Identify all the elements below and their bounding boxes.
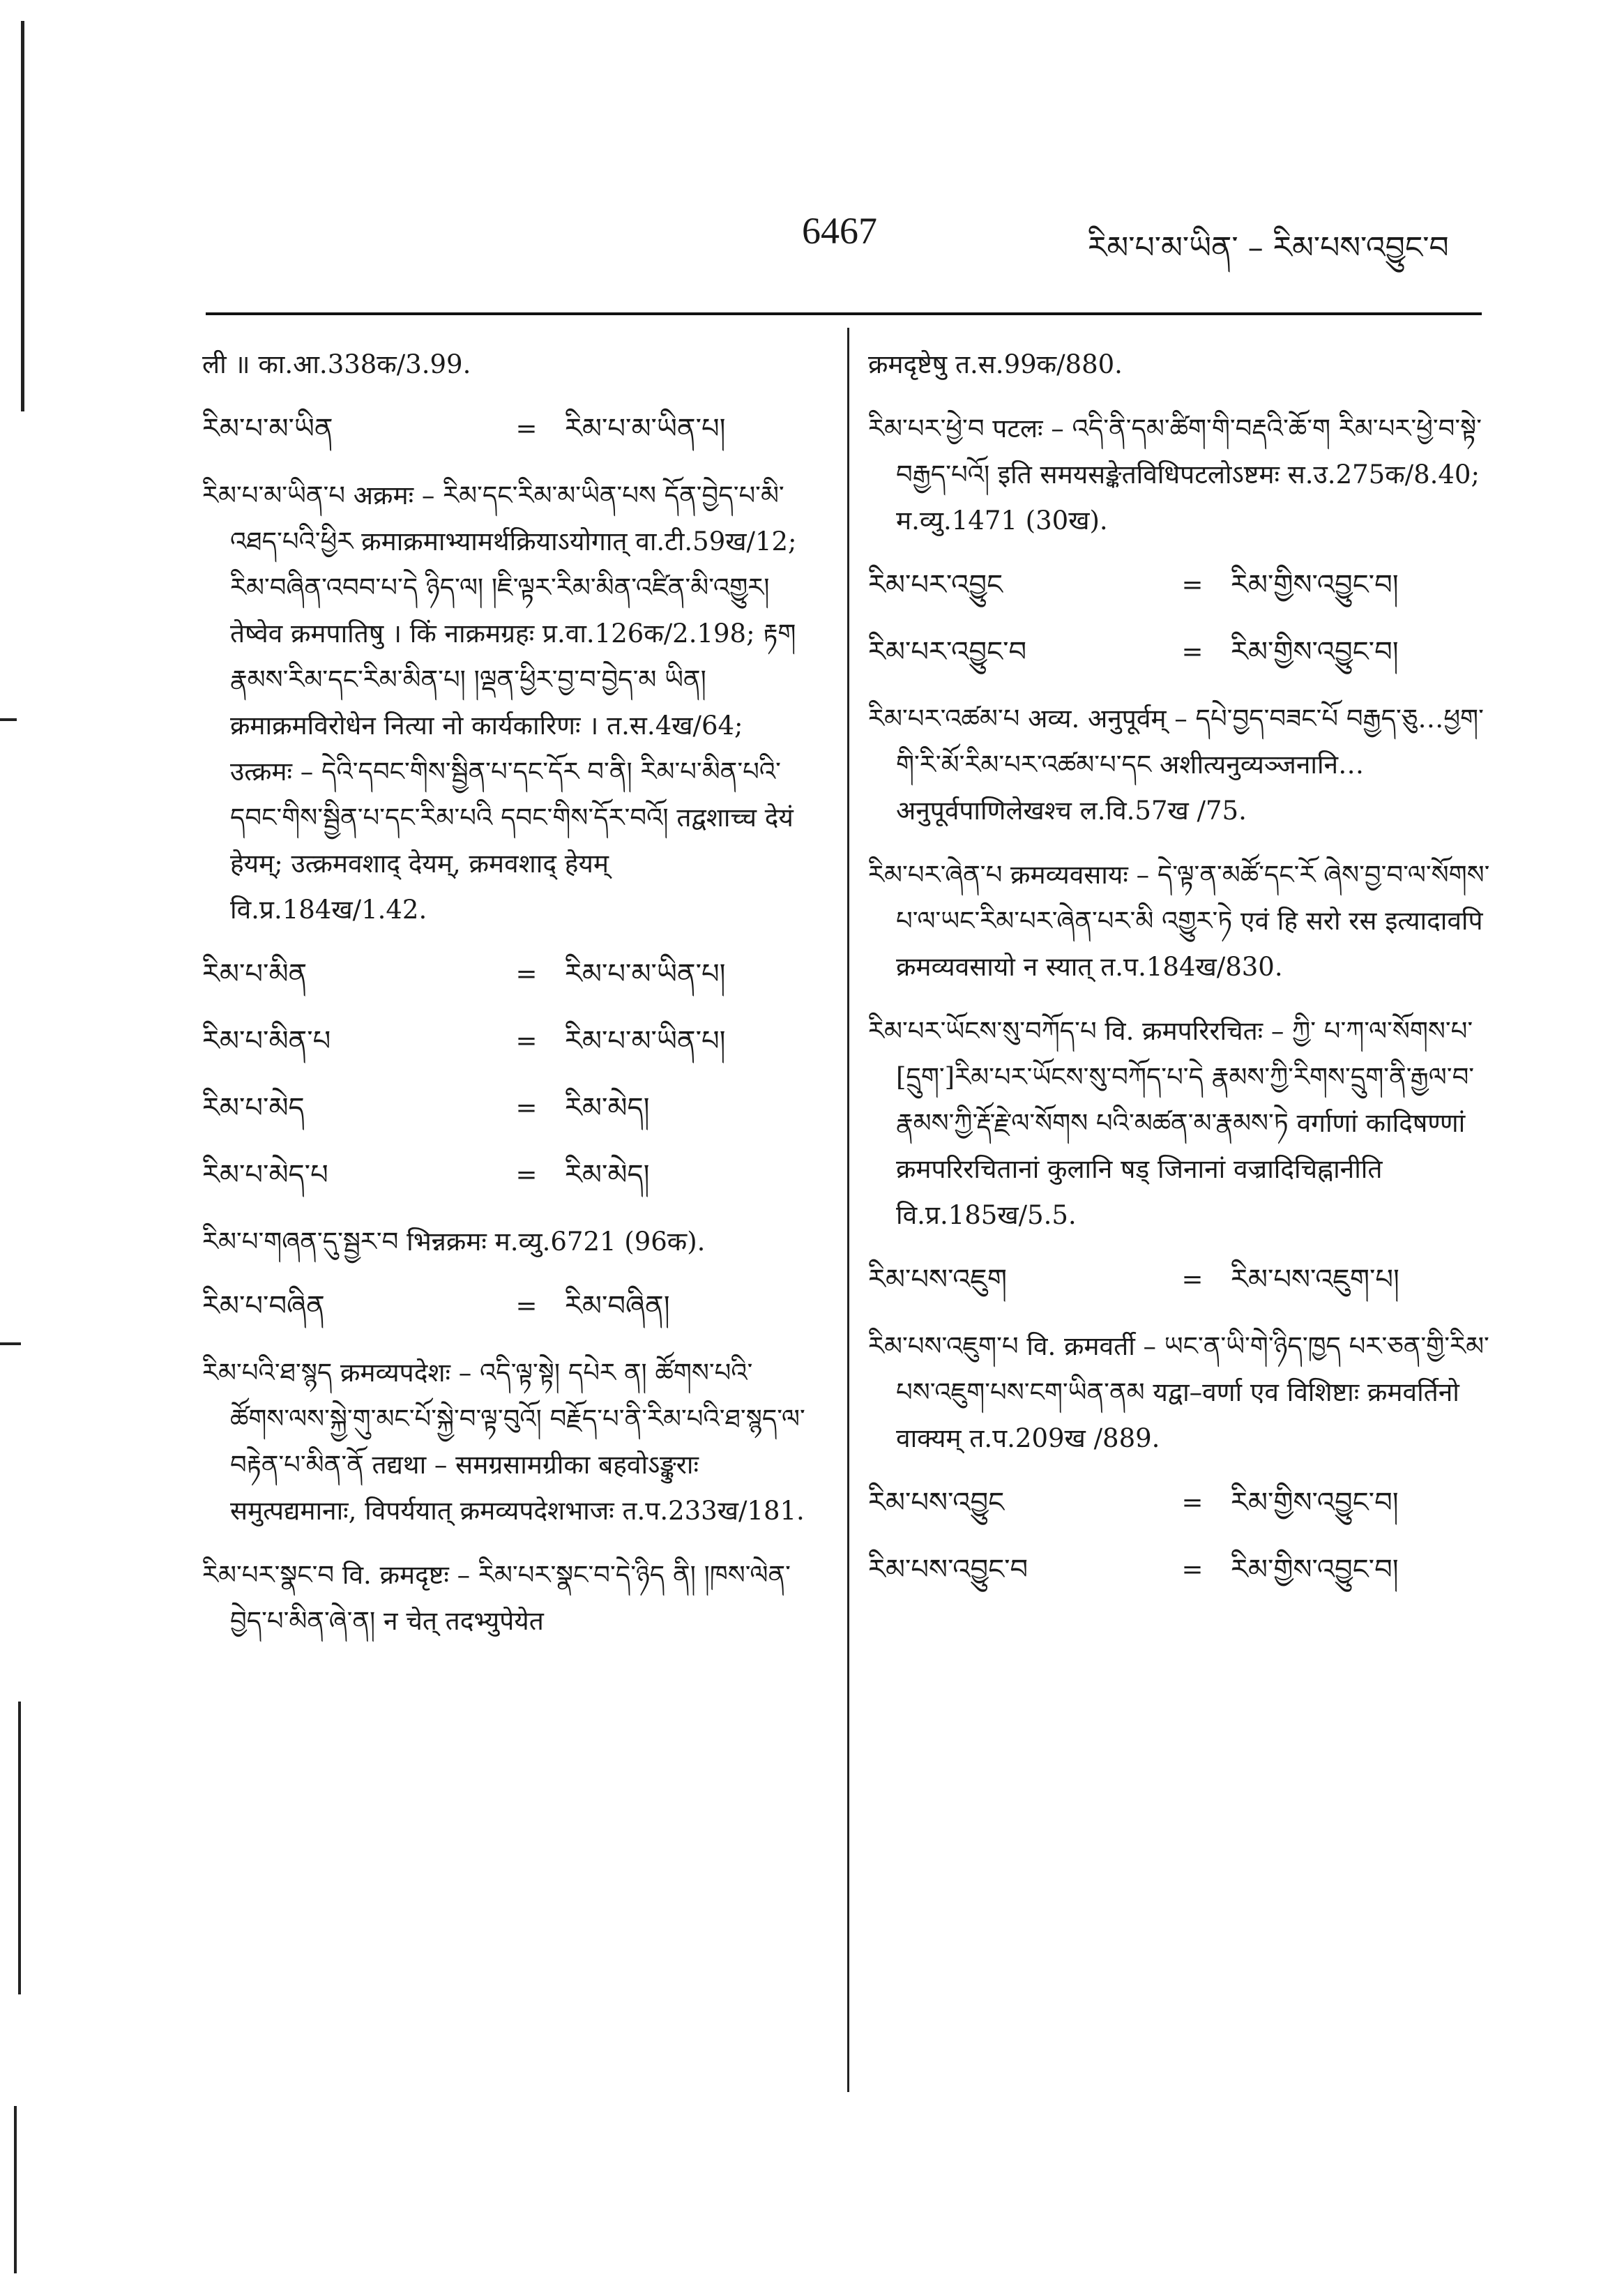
- page-number: 6467: [802, 210, 877, 252]
- dictionary-entry: རིམ་པར་ཞེན་པ क्रमव्यवसायः – དེ་ལྟ་ན་མཚོ་དང་རོ ཞེས་བྱ་བ་ལ་སོགས་པ་ལ་ཡང་རིམ་པར་ཞེན་པར་མི འགྱུར་ཏེ एवं हि सरो रस इत्यादावपि क्रमव्यवसायो न स्यात् त.प.184ख/830.: [868, 860, 1490, 982]
- cross-reference-entry: [868, 1480, 1496, 1526]
- dictionary-entry: རིམ་པར་ཕྱེ་བ पटलः – འདི་ནི་དམ་ཚིག་གི་བརྡའི་ཆོ་ག རིམ་པར་ཕྱེ་བ་སྟེ་བརྒྱད་པའོ། इति समयसङ्केतविधिपटलोऽष्टमः स.उ.275क/8.40; म.व्यु.1471 (30ख).: [868, 414, 1482, 536]
- headword: རིམ་པ་མེད: [202, 1092, 305, 1124]
- cross-reference-target: རིམ་གྱིས་འབྱུང་བ།: [1231, 1487, 1399, 1519]
- cross-reference-entry: [202, 406, 809, 452]
- cross-reference-entry: [202, 1152, 809, 1198]
- right-column: [868, 342, 1496, 1614]
- cross-reference-target: རིམ་གྱིས་འབྱུང་བ།: [1231, 569, 1399, 601]
- equals-sign: =: [1181, 1487, 1204, 1517]
- headword: རིམ་པར་འབྱུང་བ: [868, 636, 1027, 668]
- left-column: [202, 342, 809, 1662]
- dictionary-entry: རིམ་པ་གཞན་དུ་སྦྱར་བ भिन्नक्रमः म.व्यु.6721 (96क).: [202, 1227, 706, 1257]
- cross-reference-target: རིམ་པ་མ་ཡིན་པ།: [565, 958, 726, 990]
- equals-sign: =: [515, 414, 538, 444]
- dictionary-entry: རིམ་པའི་ཐ་སྙད क्रमव्यपदेशः – འདི་ལྟ་སྟེ། དཔེར ན། ཚོགས་པའི་ཚོགས་ལས་སྐྱེ་གུ་མང་པོ་སྐྱེ་བ་ལྟ་བུའོ། བརྗོད་པ་ནི་རིམ་པའི་ཐ་སྙད་ལ་བརྟེན་པ་མིན་ནོ तद्यथा – समग्रसामग्रीका बहवोऽङ्कुराः समुत्पद्यमानाः, विपर्ययात् क्रमव्यपदेशभाजः त.प.233ख/181.: [202, 1358, 805, 1526]
- cross-reference-entry: [868, 1257, 1496, 1303]
- dictionary-entry: རིམ་པ་མ་ཡིན་པ अक्रमः – རིམ་དང་རིམ་མ་ཡིན་པས དོན་བྱེད་པ་མི་འཐད་པའི་ཕྱིར क्रमाक्रमाभ्यामर्थक्रियाऽयोगात् वा.टी.59ख/12; རིམ་བཞིན་འབབ་པ་དེ ཉིད་ལ། །ཇི་ལྟར་རིམ་མིན་འཛིན་མི་འགྱུར། तेष्वेव क्रमपातिषु । किं नाक्रमग्रहः प्र.वा.126क/2.198; རྟག རྣམས་རིམ་དང་རིམ་མིན་པ། །ལྡན་ཕྱིར་བྱ་བ་བྱེད་མ ཡིན། क्रमाक्रमविरोधेन नित्या नो कार्यकारिणः । त.स.4ख/64; उत्क्रमः – དེའི་དབང་གིས་སྦྱིན་པ་དང་དོར བ་ནི། རིམ་པ་མིན་པའི་དབང་གིས་སྦྱིན་པ་དང་རིམ་པའི དབང་གིས་དོར་བའོ། तद्वशाच्च देयं हेयम्; उत्क्रमवशाद् देयम्, क्रमवशाद् हेयम् वि.प्र.184ख/1.42.: [202, 480, 797, 925]
- cross-reference-target: རིམ་བཞིན།: [565, 1290, 670, 1322]
- page-header: [0, 209, 1624, 272]
- cross-reference-target: རིམ་མེད།: [565, 1159, 650, 1191]
- running-head: རིམ་པ་མ་ཡིན་ – རིམ་པས་འབྱུང་བ: [1088, 230, 1449, 266]
- cross-reference-entry: [202, 951, 809, 997]
- headword: རིམ་པར་འབྱུང: [868, 569, 1003, 601]
- cross-reference-entry: [868, 629, 1496, 675]
- margin-mark-top: [21, 21, 24, 411]
- headword: རིམ་པས་འབྱུང་བ: [868, 1554, 1029, 1586]
- headword: རིམ་པ་བཞིན: [202, 1290, 325, 1322]
- continuation-text: ली ॥ का.आ.338क/3.99.: [202, 349, 471, 379]
- cross-reference-target: རིམ་པ་མ་ཡིན་པ།: [565, 1025, 726, 1057]
- equals-sign: =: [515, 1291, 538, 1321]
- cross-reference-entry: [202, 1085, 809, 1131]
- equals-sign: =: [515, 1160, 538, 1190]
- cross-reference-entry: [868, 1547, 1496, 1593]
- cross-reference-target: རིམ་གྱིས་འབྱུང་བ།: [1231, 1554, 1399, 1586]
- equals-sign: =: [1181, 1554, 1204, 1584]
- margin-mark-lower: [18, 1702, 21, 1994]
- dictionary-entry: རིམ་པར་འཚམ་པ अव्य. अनुपूर्वम् – དཔེ་བྱད་བཟང་པོ བརྒྱད་ཅུ…ཕྱག་གི་རི་མོ་རིམ་པར་འཚམ་པ་དང अशीत्यनुव्यञ्जनानि…अनुपूर्वपाणिलेखश्च ल.वि.57ख /75.: [868, 704, 1484, 826]
- equals-sign: =: [515, 1026, 538, 1056]
- cross-reference-target: རིམ་མེད།: [565, 1092, 650, 1124]
- cross-reference-entry: [868, 562, 1496, 608]
- headword: རིམ་པ་མིན་པ: [202, 1025, 331, 1057]
- equals-sign: =: [1181, 637, 1204, 667]
- continuation-text: क्रमदृष्टेषु त.स.99क/880.: [868, 349, 1123, 379]
- equals-sign: =: [515, 1093, 538, 1123]
- cross-reference-entry: [202, 1018, 809, 1064]
- headword: རིམ་པ་མེད་པ: [202, 1159, 328, 1191]
- headword: རིམ་པ་མིན: [202, 958, 308, 990]
- margin-mark-upper: [0, 718, 17, 721]
- cross-reference-target: རིམ་གྱིས་འབྱུང་བ།: [1231, 636, 1399, 668]
- cross-reference-entry: [202, 1283, 809, 1329]
- cross-reference-target: རིམ་པ་མ་ཡིན་པ།: [565, 413, 726, 445]
- dictionary-entry: རིམ་པས་འཇུག་པ वि. क्रमवर्ती – ཡང་ན་ཡི་གེ་ཉིད་ཁྱད པར་ཅན་གྱི་རིམ་པས་འཇུག་པས་ངག་ཡིན་ནམ यद्वा–वर्णा एव विशिष्टाः क्रमवर्तिनो वाक्यम् त.प.209ख /889.: [868, 1331, 1489, 1453]
- equals-sign: =: [1181, 570, 1204, 600]
- dictionary-entry: རིམ་པར་སྣང་བ वि. क्रमदृष्टः – རིམ་པར་སྣང་བ་དེ་ཉིད ནི། །ཁས་ལེན་བྱེད་པ་མིན་ཞེ་ན། न चेत् तदभ्युपेयेत: [202, 1560, 791, 1636]
- margin-mark-middle: [0, 1342, 21, 1345]
- cross-reference-target: རིམ་པས་འཇུག་པ།: [1231, 1264, 1399, 1296]
- equals-sign: =: [515, 959, 538, 989]
- headword: རིམ་པས་འབྱུང: [868, 1487, 1005, 1519]
- column-divider: [847, 328, 849, 2092]
- margin-mark-bottom: [14, 2106, 17, 2273]
- equals-sign: =: [1181, 1264, 1204, 1294]
- headword: རིམ་པ་མ་ཡིན: [202, 413, 333, 445]
- header-rule: [206, 312, 1482, 315]
- dictionary-entry: རིམ་པར་ཡོངས་སུ་བཀོད་པ वि. क्रमपरिरचितः – ཀྱི་ པ་ཀ་ལ་སོགས་པ་[དྲུག་]རིམ་པར་ཡོངས་སུ་བཀོད་པ་དེ རྣམས་ཀྱི་རིགས་དྲུག་ནི་རྒྱལ་བ་རྣམས་ཀྱི་རྡོ་རྗེ་ལ་སོགས པའི་མཚན་མ་རྣམས་ཏེ वर्गाणां कादिषण्णां क्रमपरिरचितानां कुलानि षड् जिनानां वज्रादिचिह्नानीति वि.प्र.185ख/5.5.: [868, 1016, 1475, 1230]
- headword: རིམ་པས་འཇུག: [868, 1264, 1007, 1296]
